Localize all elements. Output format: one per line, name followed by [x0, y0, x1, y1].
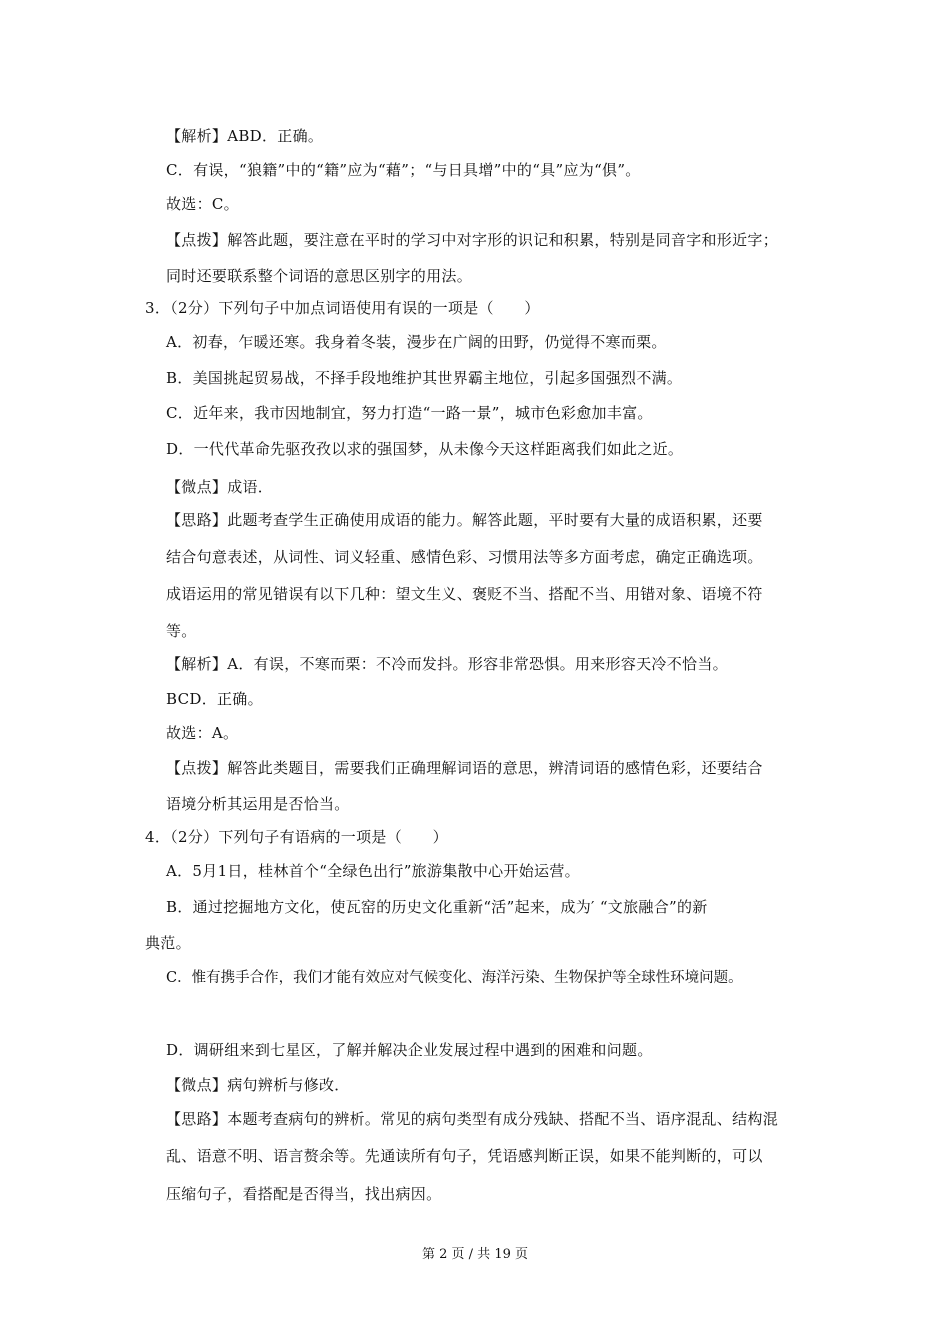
q4-option-d: D．调研组来到七星区，了解并解决企业发展过程中遇到的困难和问题。: [166, 1041, 653, 1059]
q3-analysis: 【解析】A．有误，不寒而栗：不冷而发抖。形容非常恐惧。用来形容天冷不恰当。: [166, 655, 728, 673]
q3-option-b: B．美国挑起贸易战，不择手段地维护其世界霸主地位，引起多国强烈不满。: [166, 369, 683, 387]
q4-thinking-line-1: 【思路】本题考查病句的辨析。常见的病句类型有成分残缺、搭配不当、语序混乱、结构混: [166, 1110, 779, 1128]
q3-point: 【微点】成语．: [166, 478, 274, 496]
q3-thinking-line-2: 结合句意表述，从词性、词义轻重、感情色彩、习惯用法等多方面考虑，确定正确选项。: [166, 548, 763, 566]
q2-tip-line-1: 【点拨】解答此题，要注意在平时的学习中对字形的识记和积累，特别是同音字和形近字；: [166, 231, 779, 249]
q4-thinking-line-3: 压缩句子，看搭配是否得当，找出病因。: [166, 1185, 442, 1203]
q4-option-c: C．惟有携手合作，我们才能有效应对气候变化、海洋污染、生物保护等全球性环境问题。: [166, 970, 743, 986]
q3-stem: 3．（2分）下列句子中加点词语使用有误的一项是（ ）: [145, 299, 540, 317]
q2-answer: 故选：C。: [166, 195, 239, 213]
page-footer: 第 2 页 / 共 19 页: [422, 1247, 528, 1262]
q4-point: 【微点】病句辨析与修改．: [166, 1076, 350, 1094]
q3-analysis-bcd: BCD．正确。: [166, 690, 263, 708]
q3-thinking-line-4: 等。: [166, 622, 197, 640]
q3-thinking-line-1: 【思路】此题考查学生正确使用成语的能力。解答此题，平时要有大量的成语积累，还要: [166, 511, 763, 529]
q3-option-a: A．初春，乍暖还寒。我身着冬装，漫步在广阔的田野，仍觉得不寒而栗。: [166, 333, 667, 351]
q4-option-a: A．5月1日，桂林首个“全绿色出行”旅游集散中心开始运营。: [166, 862, 580, 880]
q3-answer: 故选：A。: [166, 724, 239, 742]
q4-option-b-line-1: B．通过挖掘地方文化，使瓦窑的历史文化重新“活”起来，成为′ “文旅融合”的新: [166, 898, 708, 916]
q2-tip-line-2: 同时还要联系整个词语的意思区别字的用法。: [166, 267, 473, 285]
q4-option-b-line-2: 典范。: [145, 934, 191, 952]
q3-option-c: C．近年来，我市因地制宜，努力打造“一路一景”，城市色彩愈加丰富。: [166, 404, 653, 422]
q3-option-d: D．一代代革命先驱孜孜以求的强国梦，从未像今天这样距离我们如此之近。: [166, 440, 684, 458]
q4-stem: 4．（2分）下列句子有语病的一项是（ ）: [145, 828, 448, 846]
q4-thinking-line-2: 乱、语意不明、语言赘余等。先通读所有句子，凭语感判断正误，如果不能判断的，可以: [166, 1147, 763, 1165]
q3-thinking-line-3: 成语运用的常见错误有以下几种：望文生义、褒贬不当、搭配不当、用错对象、语境不符: [166, 585, 763, 603]
q2-option-c-explanation: C．有误，“狼籍”中的“籍”应为“藉”；“与日具增”中的“具”应为“俱”。: [166, 161, 641, 179]
q3-tip-line-2: 语境分析其运用是否恰当。: [166, 795, 350, 813]
q3-tip-line-1: 【点拨】解答此类题目，需要我们正确理解词语的意思，辨清词语的感情色彩，还要结合: [166, 759, 763, 777]
q2-analysis: 【解析】ABD．正确。: [166, 127, 324, 145]
